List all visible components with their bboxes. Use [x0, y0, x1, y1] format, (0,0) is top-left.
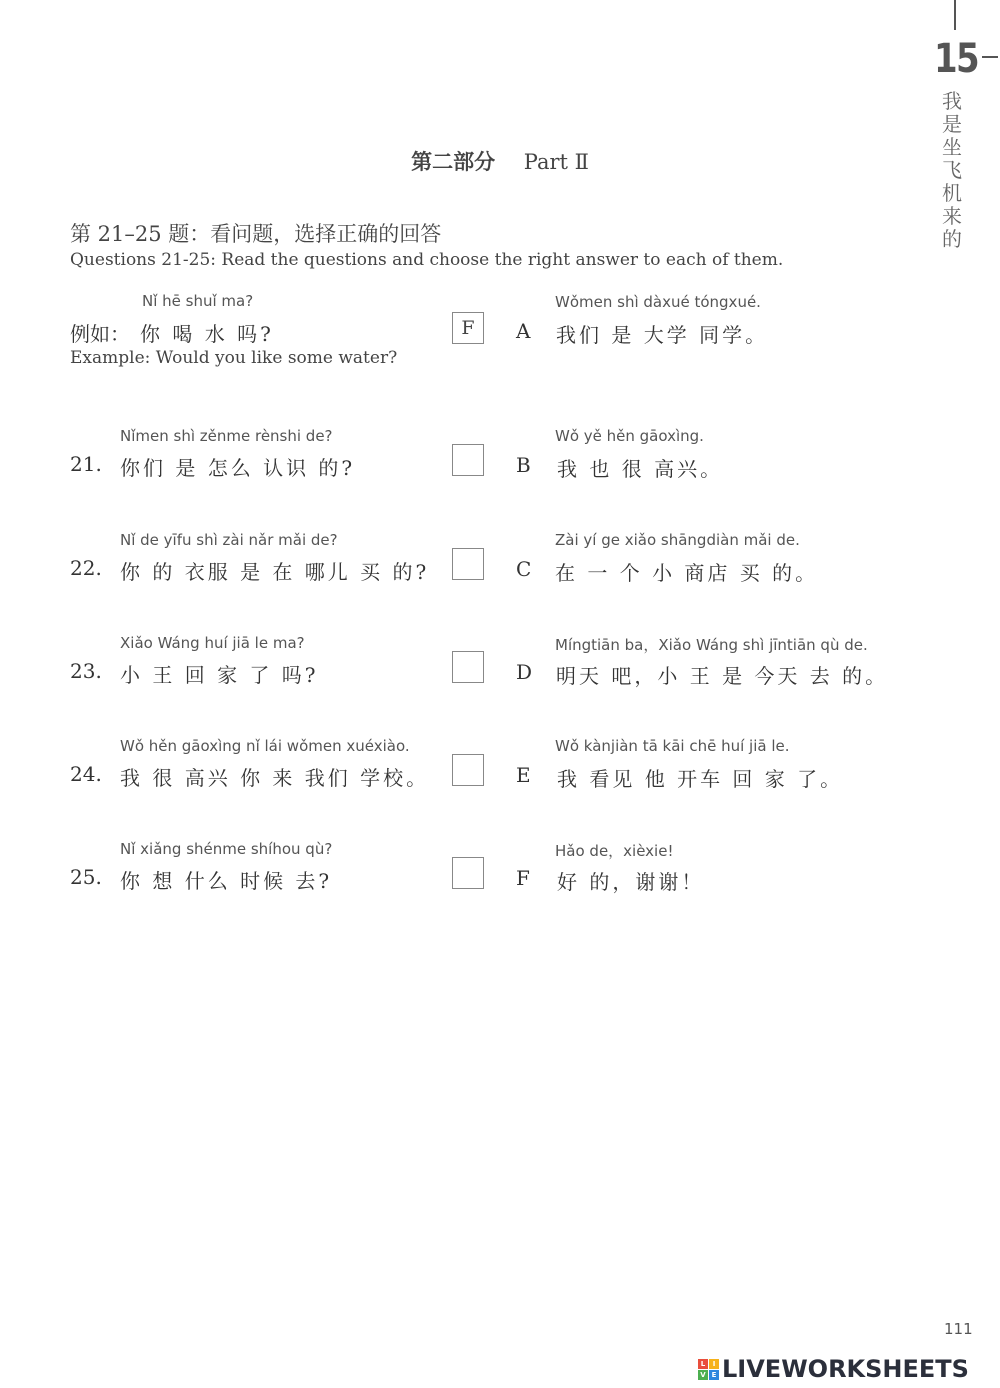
question-24-answer-box[interactable]: [452, 754, 484, 786]
option-e-pinyin: Wǒ kànjiàn tā kāi chē huí jiā le.: [555, 737, 790, 755]
question-25-number: 25.: [70, 865, 102, 889]
option-a-letter: A: [516, 319, 531, 343]
option-b-pinyin: Wǒ yě hěn gāoxìng.: [555, 427, 704, 445]
option-e-text: 我 看见 他 开车 回 家 了。: [557, 767, 844, 791]
question-21-text: 你们 是 怎么 认识 的?: [120, 456, 356, 480]
option-d-pinyin: Míngtiān ba，Xiǎo Wáng shì jīntiān qù de.: [555, 636, 868, 654]
page-number: 111: [944, 1320, 973, 1338]
option-d-letter: D: [516, 660, 533, 684]
brand-text: LIVEWORKSHEETS: [722, 1355, 969, 1383]
question-23-text: 小 王 回 家 了 吗?: [120, 663, 319, 687]
option-e-letter: E: [516, 763, 531, 787]
option-b-letter: B: [516, 453, 531, 477]
question-21-number: 21.: [70, 452, 102, 476]
question-22-number: 22.: [70, 556, 102, 580]
brand-logo-letter-i: I: [709, 1359, 719, 1369]
example-pinyin: Nǐ hē shuǐ ma?: [142, 292, 254, 310]
option-c-text: 在 一 个 小 商店 买 的。: [555, 561, 819, 585]
question-25-pinyin: Nǐ xiǎng shénme shíhou qù?: [120, 840, 333, 858]
question-22-text: 你 的 衣服 是 在 哪儿 买 的?: [120, 560, 430, 584]
option-c-letter: C: [516, 557, 532, 581]
question-24-pinyin: Wǒ hěn gāoxìng nǐ lái wǒmen xuéxiào.: [120, 737, 410, 755]
question-23-pinyin: Xiǎo Wáng huí jiā le ma?: [120, 634, 305, 652]
section-title-cn: 第二部分: [411, 149, 496, 174]
question-24-number: 24.: [70, 762, 102, 786]
lesson-number: 15: [934, 36, 978, 82]
question-23-number: 23.: [70, 659, 102, 683]
question-21-pinyin: Nǐmen shì zěnme rènshi de?: [120, 427, 333, 445]
side-divider-line: [954, 0, 956, 30]
section-title-en: Part Ⅱ: [523, 150, 589, 174]
option-a-text: 我们 是 大学 同学。: [556, 323, 769, 347]
question-22-pinyin: Nǐ de yīfu shì zài nǎr mǎi de?: [120, 531, 338, 549]
brand-logo-letter-l: L: [698, 1359, 708, 1369]
example-label: 例如：: [70, 322, 130, 346]
question-21-answer-box[interactable]: [452, 444, 484, 476]
brand-logo-icon: [698, 1359, 719, 1380]
example-question-en: Example: Would you like some water?: [70, 348, 398, 368]
question-24-text: 我 很 高兴 你 来 我们 学校。: [120, 766, 430, 790]
option-f-pinyin: Hǎo de，xièxie!: [555, 842, 674, 860]
question-25-text: 你 想 什么 时候 去?: [120, 869, 333, 893]
brand-logo-letter-v: V: [698, 1370, 708, 1380]
question-23-answer-box[interactable]: [452, 651, 484, 683]
example-answer-box: F: [452, 312, 484, 344]
option-f-letter: F: [516, 866, 530, 890]
option-c-pinyin: Zài yí ge xiǎo shāngdiàn mǎi de.: [555, 531, 800, 549]
example-question-cn: 你 喝 水 吗?: [140, 322, 274, 346]
question-22-answer-box[interactable]: [452, 548, 484, 580]
option-a-pinyin: Wǒmen shì dàxué tóngxué.: [555, 293, 761, 311]
option-d-text: 明天 吧，小 王 是 今天 去 的。: [556, 664, 889, 688]
instructions-cn: 第 21–25 题：看问题，选择正确的回答: [70, 222, 442, 246]
side-tick-line: [982, 56, 998, 58]
question-25-answer-box[interactable]: [452, 857, 484, 889]
option-b-text: 我 也 很 高兴。: [557, 457, 724, 481]
lesson-title: 我是坐飞机来的: [942, 89, 962, 251]
option-f-text: 好 的，谢谢！: [557, 870, 705, 894]
section-title: [0, 146, 1000, 176]
liveworksheets-brand: [698, 1354, 969, 1384]
brand-logo-letter-e: E: [709, 1370, 719, 1380]
instructions-en: Questions 21-25: Read the questions and choose the right answer to each of them.: [70, 250, 784, 270]
